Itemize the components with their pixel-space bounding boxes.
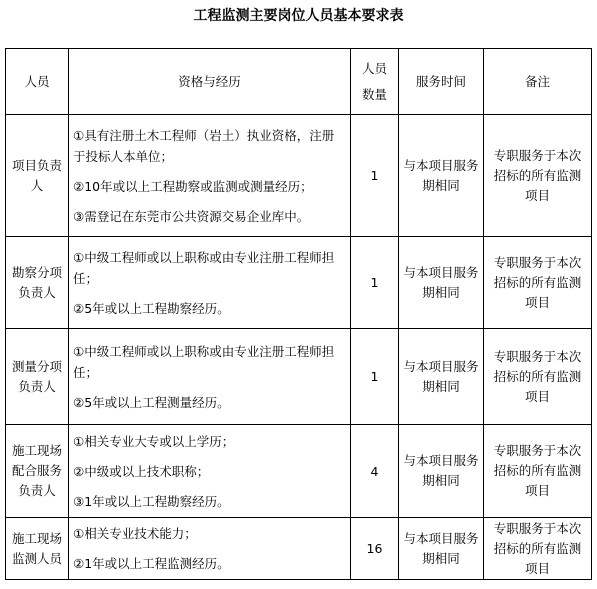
qualification-line: ②中级或以上技术职称； bbox=[73, 463, 210, 479]
cell-person: 测量分项负责人 bbox=[6, 329, 69, 425]
header-quantity bbox=[351, 49, 399, 115]
cell-remarks: 专职服务于本次招标的所有监测项目 bbox=[484, 115, 592, 237]
cell-qualifications bbox=[69, 329, 351, 425]
header-person: 人员 bbox=[6, 49, 69, 115]
cell-quantity: 1 bbox=[351, 115, 399, 237]
header-quantity-line1: 人员 bbox=[361, 60, 387, 76]
qualification-line: ②5年或以上工程勘察经历。 bbox=[73, 300, 230, 316]
qualification-line: ①中级工程师或以上职称或由专业注册工程师担任； bbox=[73, 343, 335, 380]
table-row bbox=[6, 329, 592, 425]
cell-service-time: 与本项目服务期相同 bbox=[399, 518, 484, 580]
header-remarks: 备注 bbox=[484, 49, 592, 115]
qualification-line: ①相关专业技术能力； bbox=[73, 526, 197, 541]
qualification-line: ①中级工程师或以上职称或由专业注册工程师担任； bbox=[73, 249, 335, 286]
table-header-row bbox=[6, 49, 592, 115]
cell-service-time: 与本项目服务期相同 bbox=[399, 329, 484, 425]
cell-qualifications bbox=[69, 425, 351, 518]
cell-qualifications bbox=[69, 518, 351, 580]
table-row bbox=[6, 115, 592, 237]
requirements-table bbox=[5, 48, 592, 580]
table-row bbox=[6, 425, 592, 518]
cell-quantity: 1 bbox=[351, 329, 399, 425]
cell-person: 项目负责人 bbox=[6, 115, 69, 237]
cell-quantity: 16 bbox=[351, 518, 399, 580]
qualification-line: ②10年或以上工程勘察或监测或测量经历； bbox=[73, 178, 313, 194]
cell-person: 勘察分项负责人 bbox=[6, 237, 69, 329]
cell-person: 施工现场监测人员 bbox=[6, 518, 69, 580]
cell-remarks: 专职服务于本次招标的所有监测项目 bbox=[484, 518, 592, 580]
cell-service-time: 与本项目服务期相同 bbox=[399, 115, 484, 237]
qualification-line: ②5年或以上工程测量经历。 bbox=[73, 394, 230, 410]
qualification-line: ②1年或以上工程监测经历。 bbox=[73, 556, 230, 571]
page-title: 工程监测主要岗位人员基本要求表 bbox=[193, 8, 404, 24]
cell-remarks: 专职服务于本次招标的所有监测项目 bbox=[484, 329, 592, 425]
qualification-line: ③1年或以上工程勘察经历。 bbox=[73, 493, 230, 509]
cell-qualifications bbox=[69, 115, 351, 237]
cell-person: 施工现场配合服务负责人 bbox=[6, 425, 69, 518]
cell-quantity: 1 bbox=[351, 237, 399, 329]
cell-quantity: 4 bbox=[351, 425, 399, 518]
cell-remarks: 专职服务于本次招标的所有监测项目 bbox=[484, 425, 592, 518]
cell-remarks: 专职服务于本次招标的所有监测项目 bbox=[484, 237, 592, 329]
header-quantity-line2: 数量 bbox=[361, 86, 387, 102]
qualification-line: ①相关专业大专或以上学历； bbox=[73, 433, 235, 449]
header-qualification: 资格与经历 bbox=[69, 49, 351, 115]
qualification-line: ①具有注册土木工程师（岩土）执业资格，注册于投标人本单位； bbox=[73, 127, 335, 164]
table-row bbox=[6, 237, 592, 329]
cell-qualifications bbox=[69, 237, 351, 329]
qualification-line: ③需登记在东莞市公共资源交易企业库中。 bbox=[73, 208, 310, 224]
table-row bbox=[6, 518, 592, 580]
header-service-time: 服务时间 bbox=[399, 49, 484, 115]
cell-service-time: 与本项目服务期相同 bbox=[399, 237, 484, 329]
cell-service-time: 与本项目服务期相同 bbox=[399, 425, 484, 518]
